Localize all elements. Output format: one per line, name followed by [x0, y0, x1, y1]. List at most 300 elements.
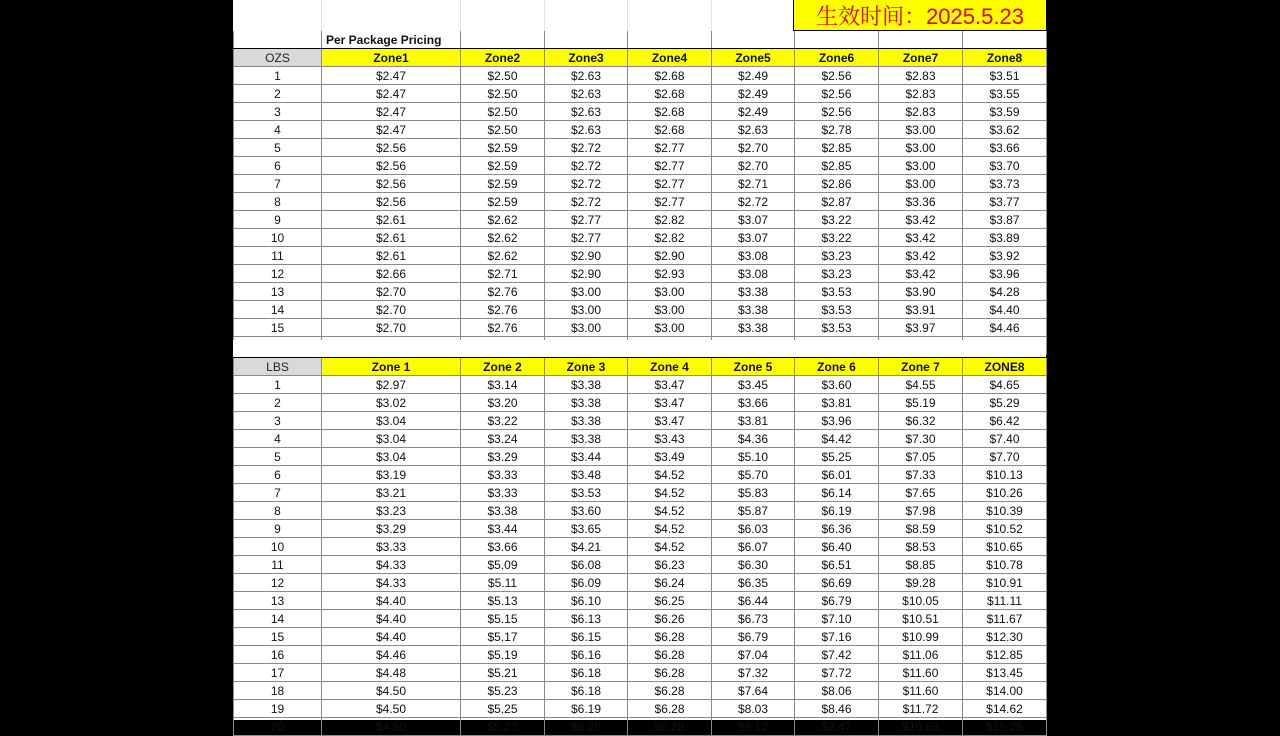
price-cell: $4.40	[963, 301, 1047, 319]
price-cell: $6.10	[545, 592, 628, 610]
price-cell: $4.21	[545, 538, 628, 556]
lb-row	[234, 466, 1047, 484]
price-cell: $3.66	[712, 394, 795, 412]
weight-cell: 2	[234, 85, 322, 103]
price-cell: $2.87	[795, 193, 879, 211]
price-cell: $2.68	[628, 67, 712, 85]
price-cell: $3.38	[712, 283, 795, 301]
price-cell: $2.56	[322, 193, 461, 211]
price-cell: $7.70	[963, 448, 1047, 466]
price-cell: $8.06	[795, 682, 879, 700]
price-cell: $3.24	[461, 430, 545, 448]
price-cell: $5.11	[461, 574, 545, 592]
price-cell: $2.78	[795, 121, 879, 139]
price-cell: $3.59	[963, 103, 1047, 121]
price-cell: $6.42	[963, 412, 1047, 430]
price-cell: $10.26	[963, 484, 1047, 502]
empty-cell	[963, 31, 1047, 49]
price-cell: $10.65	[963, 538, 1047, 556]
lb-column-header: Zone 4	[628, 358, 712, 376]
weight-cell: 6	[234, 466, 322, 484]
price-cell: $6.28	[628, 628, 712, 646]
price-cell: $5.19	[461, 646, 545, 664]
price-cell: $6.73	[712, 610, 795, 628]
price-cell: $6.15	[545, 628, 628, 646]
price-cell: $13.45	[963, 664, 1047, 682]
price-cell: $3.96	[795, 412, 879, 430]
price-cell: $2.56	[322, 157, 461, 175]
price-cell: $3.44	[461, 520, 545, 538]
oz-column-header: Zone5	[712, 49, 795, 67]
lb-column-header: Zone 7	[879, 358, 963, 376]
price-cell: $4.52	[628, 520, 712, 538]
weight-cell: 14	[234, 301, 322, 319]
lb-unit-label: LBS	[234, 358, 322, 376]
price-cell: $15.25	[963, 718, 1047, 736]
price-cell: $2.93	[628, 265, 712, 283]
price-cell: $7.65	[879, 484, 963, 502]
price-cell: $3.00	[545, 319, 628, 337]
price-cell: $3.42	[879, 211, 963, 229]
empty-cell	[879, 31, 963, 49]
price-cell: $4.52	[628, 484, 712, 502]
lb-column-header: Zone 3	[545, 358, 628, 376]
price-cell: $10.91	[963, 574, 1047, 592]
gridline	[460, 0, 461, 31]
price-cell: $7.16	[795, 628, 879, 646]
lb-header-row	[234, 358, 1047, 376]
price-cell: $3.08	[712, 265, 795, 283]
price-cell: $7.98	[879, 502, 963, 520]
price-cell: $3.04	[322, 448, 461, 466]
weight-cell: 4	[234, 430, 322, 448]
price-cell: $6.20	[545, 718, 628, 736]
price-cell: $3.55	[963, 85, 1047, 103]
lb-pricing-table	[233, 358, 1047, 736]
price-cell: $5.87	[712, 502, 795, 520]
price-cell: $3.47	[628, 376, 712, 394]
price-cell: $8.47	[795, 718, 879, 736]
weight-cell: 11	[234, 556, 322, 574]
price-cell: $3.00	[879, 121, 963, 139]
price-cell: $6.28	[628, 718, 712, 736]
oz-column-header: Zone2	[461, 49, 545, 67]
oz-pricing-table	[233, 31, 1047, 355]
price-cell: $3.07	[712, 229, 795, 247]
price-cell: $2.59	[461, 175, 545, 193]
price-cell: $3.70	[963, 157, 1047, 175]
weight-cell: 13	[234, 283, 322, 301]
weight-cell: 10	[234, 538, 322, 556]
price-cell: $2.77	[628, 139, 712, 157]
price-cell: $5.70	[712, 466, 795, 484]
price-cell: $2.90	[545, 247, 628, 265]
price-cell: $2.50	[461, 121, 545, 139]
price-cell: $5.15	[461, 610, 545, 628]
price-cell: $6.18	[545, 664, 628, 682]
price-cell: $2.50	[461, 85, 545, 103]
weight-cell: 16	[234, 646, 322, 664]
price-cell: $10.99	[879, 628, 963, 646]
price-cell: $3.22	[461, 412, 545, 430]
price-cell: $3.38	[461, 502, 545, 520]
price-cell: $6.16	[545, 646, 628, 664]
price-cell: $3.60	[795, 376, 879, 394]
price-cell: $10.13	[963, 466, 1047, 484]
price-cell: $3.38	[545, 376, 628, 394]
price-cell: $2.56	[795, 85, 879, 103]
gridline	[711, 0, 712, 31]
empty-cell	[628, 31, 712, 49]
price-cell: $3.00	[628, 283, 712, 301]
price-cell: $5.27	[461, 718, 545, 736]
price-cell: $3.38	[545, 412, 628, 430]
weight-cell: 3	[234, 412, 322, 430]
lb-column-header: Zone 5	[712, 358, 795, 376]
price-cell: $2.61	[322, 229, 461, 247]
price-cell: $2.77	[628, 157, 712, 175]
price-cell: $5.19	[879, 394, 963, 412]
price-cell: $12.85	[963, 646, 1047, 664]
price-cell: $3.00	[545, 301, 628, 319]
price-cell: $2.72	[545, 157, 628, 175]
price-cell: $3.00	[545, 283, 628, 301]
price-cell: $2.49	[712, 85, 795, 103]
weight-cell: 17	[234, 664, 322, 682]
price-cell: $4.52	[628, 466, 712, 484]
price-cell: $10.05	[879, 592, 963, 610]
oz-unit-label: OZS	[234, 49, 322, 67]
oz-row	[234, 247, 1047, 265]
lb-row	[234, 376, 1047, 394]
price-cell: $6.30	[712, 556, 795, 574]
price-cell: $6.19	[795, 502, 879, 520]
gridline	[544, 0, 545, 31]
price-cell: $3.07	[712, 211, 795, 229]
price-cell: $6.36	[795, 520, 879, 538]
price-cell: $2.63	[545, 103, 628, 121]
weight-cell: 9	[234, 211, 322, 229]
price-cell: $6.69	[795, 574, 879, 592]
price-cell: $5.17	[461, 628, 545, 646]
price-cell: $3.53	[795, 319, 879, 337]
lb-row	[234, 430, 1047, 448]
price-cell: $3.45	[712, 376, 795, 394]
lb-column-header: Zone 2	[461, 358, 545, 376]
weight-cell: 6	[234, 157, 322, 175]
price-cell: $3.66	[461, 538, 545, 556]
price-cell: $6.25	[628, 592, 712, 610]
price-cell: $8.03	[712, 700, 795, 718]
price-cell: $3.62	[963, 121, 1047, 139]
empty-cell	[712, 31, 795, 49]
price-cell: $3.43	[628, 430, 712, 448]
price-cell: $3.19	[322, 466, 461, 484]
pre-header-row	[234, 31, 1047, 49]
price-cell: $10.78	[963, 556, 1047, 574]
price-cell: $8.85	[879, 556, 963, 574]
oz-row	[234, 229, 1047, 247]
price-cell: $2.47	[322, 121, 461, 139]
price-cell: $2.72	[712, 193, 795, 211]
price-cell: $2.77	[545, 211, 628, 229]
price-cell: $7.42	[795, 646, 879, 664]
price-cell: $7.30	[879, 430, 963, 448]
price-cell: $3.22	[795, 229, 879, 247]
price-cell: $14.62	[963, 700, 1047, 718]
price-cell: $6.18	[545, 682, 628, 700]
price-cell: $2.56	[322, 139, 461, 157]
price-cell: $2.56	[322, 175, 461, 193]
price-cell: $3.38	[712, 301, 795, 319]
price-cell: $3.42	[879, 247, 963, 265]
price-cell: $2.56	[795, 103, 879, 121]
price-cell: $6.13	[545, 610, 628, 628]
per-package-pricing-label: Per Package Pricing	[322, 31, 461, 49]
price-cell: $3.23	[322, 502, 461, 520]
price-cell: $8.59	[879, 520, 963, 538]
price-cell: $2.59	[461, 193, 545, 211]
price-cell: $2.86	[795, 175, 879, 193]
price-cell: $2.82	[628, 211, 712, 229]
oz-row	[234, 193, 1047, 211]
price-cell: $2.70	[712, 139, 795, 157]
weight-cell: 20	[234, 718, 322, 736]
price-cell: $3.53	[545, 484, 628, 502]
price-cell: $11.60	[879, 682, 963, 700]
weight-cell: 9	[234, 520, 322, 538]
weight-cell: 4	[234, 121, 322, 139]
price-cell: $3.04	[322, 412, 461, 430]
price-cell: $6.08	[545, 556, 628, 574]
price-cell: $3.23	[795, 265, 879, 283]
price-cell: $6.40	[795, 538, 879, 556]
lb-row	[234, 646, 1047, 664]
oz-column-header: Zone7	[879, 49, 963, 67]
price-cell: $4.40	[322, 610, 461, 628]
price-cell: $3.38	[545, 430, 628, 448]
price-cell: $5.21	[461, 664, 545, 682]
price-cell: $2.71	[712, 175, 795, 193]
price-cell: $3.33	[461, 484, 545, 502]
table-separator	[233, 340, 1046, 358]
empty-cell	[795, 31, 879, 49]
price-cell: $2.76	[461, 319, 545, 337]
lb-row	[234, 628, 1047, 646]
lb-row	[234, 520, 1047, 538]
oz-row	[234, 283, 1047, 301]
price-cell: $3.22	[795, 211, 879, 229]
price-cell: $2.62	[461, 211, 545, 229]
price-cell: $6.07	[712, 538, 795, 556]
price-cell: $5.23	[461, 682, 545, 700]
price-cell: $6.28	[628, 646, 712, 664]
price-cell: $3.90	[879, 283, 963, 301]
price-cell: $2.63	[545, 67, 628, 85]
price-cell: $6.01	[795, 466, 879, 484]
price-cell: $2.62	[461, 247, 545, 265]
price-cell: $2.47	[322, 85, 461, 103]
price-cell: $2.77	[628, 193, 712, 211]
oz-column-header: Zone4	[628, 49, 712, 67]
price-cell: $9.28	[879, 574, 963, 592]
price-cell: $6.79	[795, 592, 879, 610]
price-cell: $2.71	[461, 265, 545, 283]
lb-column-header: Zone 6	[795, 358, 879, 376]
price-cell: $10.63	[879, 718, 963, 736]
price-cell: $3.00	[879, 157, 963, 175]
price-cell: $3.33	[322, 538, 461, 556]
price-cell: $4.52	[628, 502, 712, 520]
price-cell: $6.23	[628, 556, 712, 574]
price-cell: $4.40	[322, 592, 461, 610]
price-cell: $3.81	[712, 412, 795, 430]
lb-row	[234, 556, 1047, 574]
price-cell: $3.87	[963, 211, 1047, 229]
price-cell: $3.44	[545, 448, 628, 466]
price-cell: $5.29	[963, 394, 1047, 412]
price-cell: $3.00	[628, 319, 712, 337]
price-cell: $3.60	[545, 502, 628, 520]
price-cell: $6.28	[628, 682, 712, 700]
oz-column-header: Zone8	[963, 49, 1047, 67]
price-cell: $3.81	[795, 394, 879, 412]
price-cell: $2.76	[461, 283, 545, 301]
price-cell: $10.39	[963, 502, 1047, 520]
price-cell: $11.72	[879, 700, 963, 718]
oz-row	[234, 67, 1047, 85]
weight-cell: 8	[234, 193, 322, 211]
price-cell: $2.70	[322, 319, 461, 337]
price-cell: $7.05	[879, 448, 963, 466]
price-cell: $8.46	[795, 700, 879, 718]
weight-cell: 7	[234, 175, 322, 193]
weight-cell: 13	[234, 592, 322, 610]
lb-row	[234, 394, 1047, 412]
price-cell: $7.72	[795, 664, 879, 682]
price-cell: $2.47	[322, 67, 461, 85]
price-cell: $11.06	[879, 646, 963, 664]
price-cell: $8.12	[712, 718, 795, 736]
price-cell: $3.91	[879, 301, 963, 319]
lb-column-header: ZONE8	[963, 358, 1047, 376]
price-cell: $2.61	[322, 211, 461, 229]
price-cell: $4.33	[322, 574, 461, 592]
oz-row	[234, 301, 1047, 319]
price-cell: $4.50	[322, 700, 461, 718]
price-cell: $3.49	[628, 448, 712, 466]
price-cell: $6.51	[795, 556, 879, 574]
lb-row	[234, 682, 1047, 700]
price-cell: $11.67	[963, 610, 1047, 628]
oz-row	[234, 121, 1047, 139]
price-cell: $3.36	[879, 193, 963, 211]
price-cell: $10.51	[879, 610, 963, 628]
oz-row	[234, 139, 1047, 157]
price-cell: $2.63	[545, 85, 628, 103]
price-cell: $2.62	[461, 229, 545, 247]
weight-cell: 1	[234, 376, 322, 394]
price-cell: $6.24	[628, 574, 712, 592]
price-cell: $4.65	[963, 376, 1047, 394]
price-cell: $2.72	[545, 139, 628, 157]
weight-cell: 19	[234, 700, 322, 718]
oz-row	[234, 157, 1047, 175]
price-cell: $2.59	[461, 157, 545, 175]
price-cell: $3.53	[795, 301, 879, 319]
price-cell: $2.85	[795, 157, 879, 175]
empty-cell	[545, 31, 628, 49]
price-cell: $3.20	[461, 394, 545, 412]
price-cell: $4.42	[795, 430, 879, 448]
price-cell: $2.49	[712, 67, 795, 85]
oz-column-header: Zone6	[795, 49, 879, 67]
price-cell: $7.04	[712, 646, 795, 664]
price-cell: $3.97	[879, 319, 963, 337]
price-cell: $2.82	[628, 229, 712, 247]
price-cell: $2.85	[795, 139, 879, 157]
weight-cell: 15	[234, 628, 322, 646]
price-cell: $2.90	[628, 247, 712, 265]
oz-row	[234, 319, 1047, 337]
price-cell: $2.50	[461, 103, 545, 121]
price-cell: $2.66	[322, 265, 461, 283]
price-cell: $5.09	[461, 556, 545, 574]
empty-cell	[234, 31, 322, 49]
price-cell: $4.46	[322, 646, 461, 664]
price-cell: $6.32	[879, 412, 963, 430]
weight-cell: 3	[234, 103, 322, 121]
oz-row	[234, 175, 1047, 193]
oz-row	[234, 85, 1047, 103]
price-cell: $3.00	[879, 139, 963, 157]
lb-row	[234, 448, 1047, 466]
oz-row	[234, 103, 1047, 121]
lb-row	[234, 664, 1047, 682]
price-cell: $2.77	[545, 229, 628, 247]
lb-row	[234, 412, 1047, 430]
weight-cell: 11	[234, 247, 322, 265]
price-cell: $3.00	[628, 301, 712, 319]
price-cell: $4.28	[963, 283, 1047, 301]
lb-row	[234, 592, 1047, 610]
weight-cell: 10	[234, 229, 322, 247]
price-cell: $14.00	[963, 682, 1047, 700]
weight-cell: 8	[234, 502, 322, 520]
price-cell: $6.28	[628, 700, 712, 718]
price-cell: $3.42	[879, 265, 963, 283]
price-cell: $4.36	[712, 430, 795, 448]
price-cell: $6.19	[545, 700, 628, 718]
price-cell: $4.40	[322, 628, 461, 646]
price-cell: $2.63	[712, 121, 795, 139]
price-cell: $7.32	[712, 664, 795, 682]
price-cell: $3.04	[322, 430, 461, 448]
oz-header-row	[234, 49, 1047, 67]
lb-column-header: Zone 1	[322, 358, 461, 376]
price-cell: $6.79	[712, 628, 795, 646]
price-cell: $3.65	[545, 520, 628, 538]
weight-cell: 12	[234, 265, 322, 283]
price-cell: $3.21	[322, 484, 461, 502]
price-cell: $3.29	[322, 520, 461, 538]
price-cell: $7.10	[795, 610, 879, 628]
price-cell: $2.70	[322, 301, 461, 319]
price-cell: $11.11	[963, 592, 1047, 610]
price-cell: $2.68	[628, 85, 712, 103]
price-cell: $2.70	[712, 157, 795, 175]
price-cell: $5.25	[461, 700, 545, 718]
